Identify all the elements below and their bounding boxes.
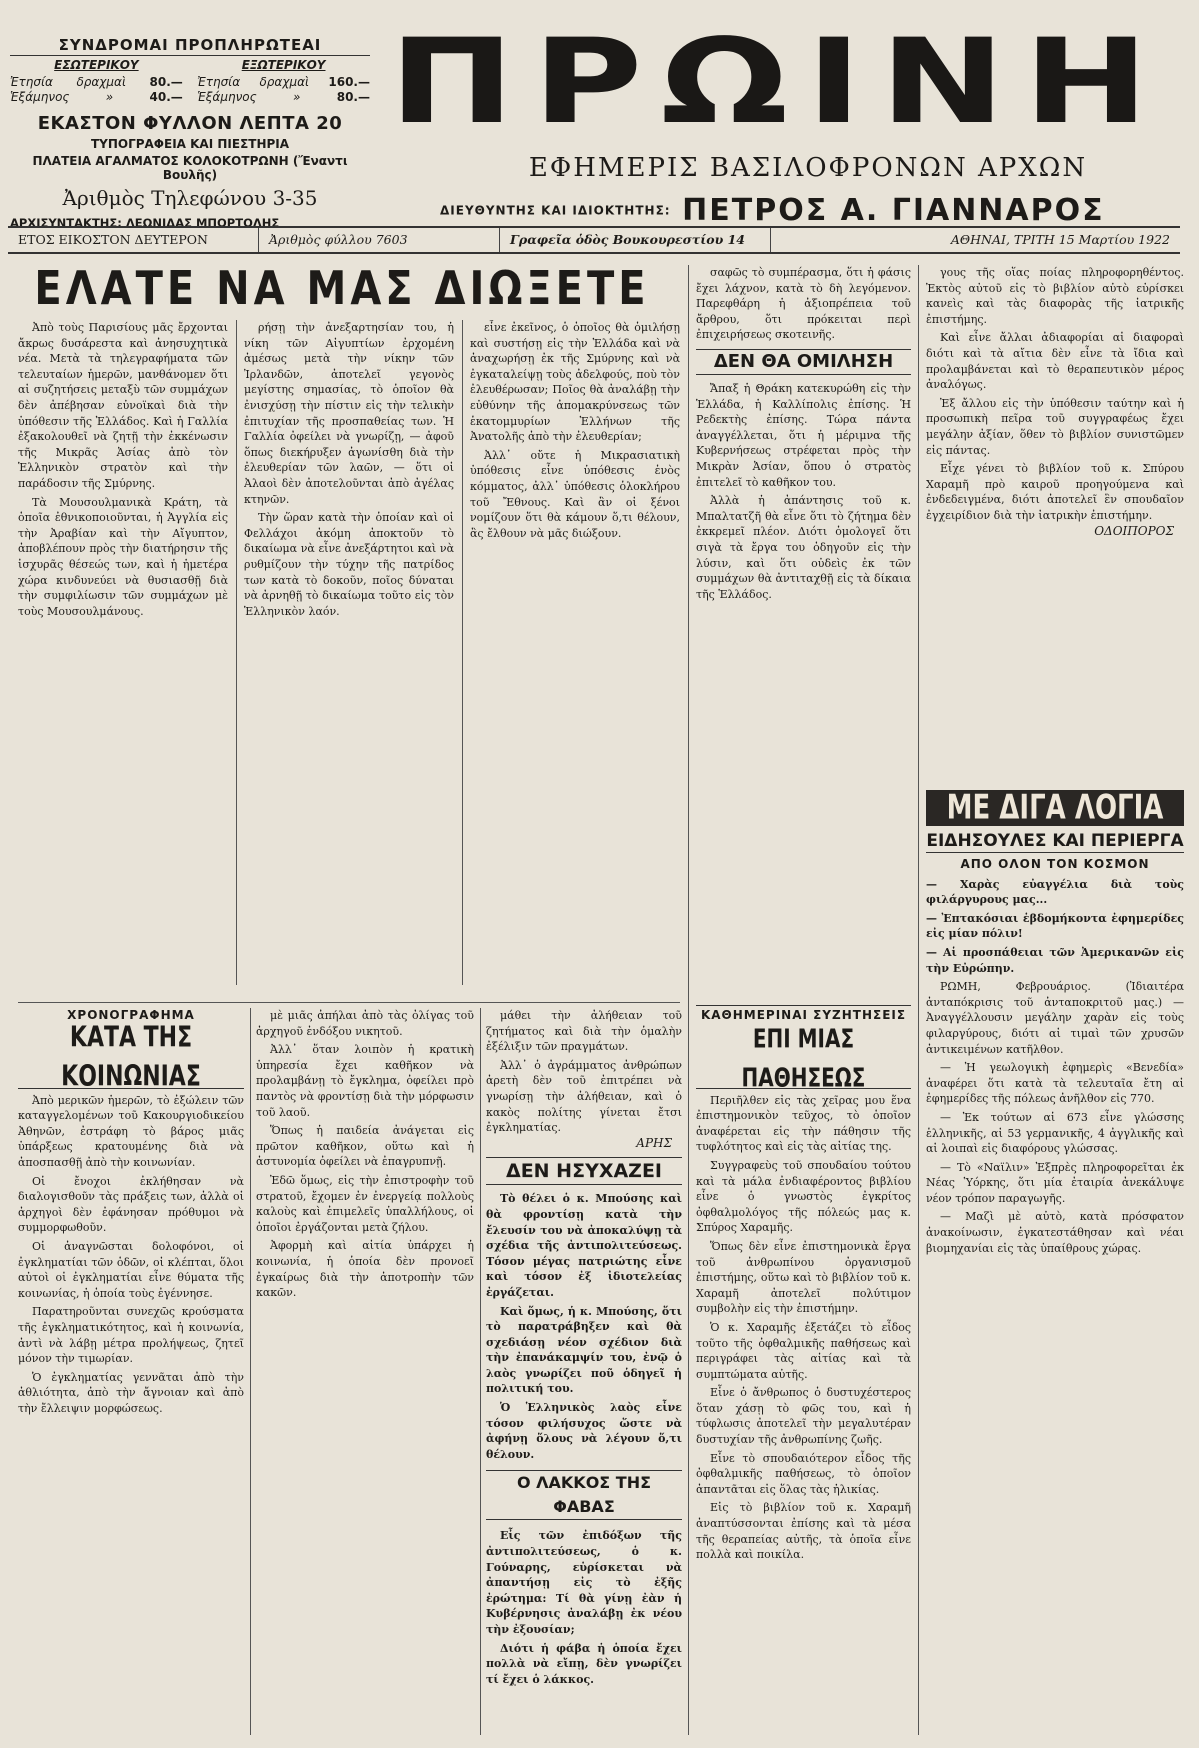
news-brief-item: — Αἱ προσπάθειαι τῶν Ἀμερικανῶν εἰς τὴν Εὐρώπην. — [926, 945, 1184, 975]
news-brief-item: — Ἐκ τούτων αἱ 673 εἶνε γλώσσης ἑλληνικῆς, αἱ 53 γερμανικῆς, 4 ἀγγλικῆς καὶ αἱ λοιπαὶ εἰς διαφόρους γλώσσας. — [926, 1110, 1184, 1156]
paragraph: ρήσῃ τὴν ἀνεξαρτησίαν του, ἡ νίκη τῶν Αἰγυπτίων ἐρχομένη ἀμέσως μετὰ τὴν νίκην τῶν Ἰρλανδῶν, ἀποτελεῖ γεγονὸς μεγίστης σημασίας, τὸ ὁποῖον θὰ ἐνισχύσῃ τὴν πίστιν εἰς τὴν τελικὴν ἐπιτυχίαν τῆς προσπαθείας των. Ἡ Γαλλία ὀφείλει νὰ γνωρίζῃ, — ἀφοῦ ὅπως διεκήρυξεν ἀγωνίσθη διὰ τὴν ἐλευθερίαν τῶν λαῶν, — ὅτι οἱ Ἀλαοὶ δὲν ἀποτελοῦνται ἀπὸ ἀγέλας κτηνῶν. — [244, 321, 454, 506]
paragraph: Εἶνε τὸ σπουδαιότερον εἶδος τῆς ὀφθαλμικῆς παθήσεως, τὸ ὁποῖον ἀπαντᾶται εἰς ὅλας τὰς ἡλικίας. — [696, 1451, 911, 1496]
news-brief-feature — [926, 790, 1184, 1735]
lower-column-3 — [486, 1008, 682, 1735]
amount: 80.— — [149, 75, 183, 89]
paragraph: Ἀλλ᾽ ὁ ἀγράμματος ἀνθρώπων ἀρετὴ δὲν τοῦ ἐπιτρέπει νὰ γνωρίσῃ τὴν ἀλήθειαν, καὶ ὁ κακὸς πολίτης γίνεται ἔτσι ἐγκληματίας. — [486, 1058, 682, 1135]
period: Ἐτησία — [10, 75, 53, 89]
subscription-row — [10, 75, 183, 90]
news-brief-item: ΡΩΜΗ, Φεβρουάριος. (Ἰδιαιτέρα ἀνταπόκρισις τοῦ ἀνταποκριτοῦ μας.) — Ἀναγγέλλουσιν μεγάλην χαρὰν εἰς τοὺς φιλαργύρους, διότι αἱ τιμαὶ τῶν χρυσῶν ἀντικειμένων κατῆλθον. — [926, 980, 1184, 1056]
period: Ἑξάμηνος — [197, 90, 257, 104]
office-address: Γραφεῖα ὁδὸς Βουκουρεστίου 14 — [499, 228, 770, 252]
paragraph: Ἄπαξ ἡ Θράκη κατεκυρώθη εἰς τὴν Ἑλλάδα, ἡ Καλλίπολις ἐπίσης. Ἡ Ρεδεκτὴς ἐπίσης. Τώρα πάντα ἀναγγέλλεται, ὅτι ἡ μέριμνα τῆς Κυβερνήσεως στρέφεται πρὸς τὴν Μικρὰν Ἀσίαν, ὅπου ὁ στρατὸς ἐπιτελεῖ τὸ καθῆκον του. — [696, 381, 911, 489]
column-rule — [462, 320, 463, 985]
column-rule — [918, 265, 919, 1735]
chronographima-continued — [256, 1008, 474, 1735]
phone-number: Ἀριθμὸς Τηλεφώνου 3-35 — [62, 186, 318, 210]
paragraph: Εἶνε ὁ ἄνθρωπος ὁ δυστυχέστερος ὅταν χάσῃ τὸ φῶς του, καὶ ἡ τύφλωσις ἀποτελεῖ τὴν μεγαλυτέραν δυστυχίαν τῆς ἀνθρωπίνης ζωῆς. — [696, 1386, 911, 1447]
chronographima-label: ΧΡΟΝΟΓΡΑΦΗΜΑ — [67, 1008, 195, 1022]
paragraph: Εἶχε γένει τὸ βιβλίον τοῦ κ. Σπύρου Χαραμῆ πρὸ καιροῦ προηγούμενα καὶ ἐνδεδειγμένα, διότι ἀποτελεῖ ἓν σπουδαῖον ἐγχειρίδιον διὰ τὴν ἰατρικὴν ἐπιστήμην. — [926, 462, 1184, 522]
issue-date: ΑΘΗΝΑΙ, ΤΡΙΤΗ 15 Μαρτίου 1922 — [770, 228, 1180, 252]
masthead-left-panel — [10, 36, 370, 230]
paragraph: μὲ μιᾶς ἀπήλαι ἀπὸ τὰς ὀλίγας τοῦ ἀρχηγοῦ ἐνδόξου νικητοῦ. — [256, 1009, 474, 1038]
subscriptions-foreign — [197, 58, 370, 105]
newspaper-title: ΠΡΩΙΝΗ — [389, 14, 1167, 151]
paragraph: Ὅπως δὲν εἶνε ἐπιστημονικὰ ἔργα τοῦ ἀνθρωπίνου ὀργανισμοῦ ἐπιστήμης, οὕτω καὶ τὸ βιβλίον τοῦ κ. Χαραμῆ ἀποτελεῖ πολύτιμον συμβολὴν εἰς τὴν ἐπιστήμην. — [696, 1239, 911, 1316]
subscription-row — [197, 75, 370, 90]
news-brief-item: — Τὸ «Ναϊλιν» Ἐξπρὲς πληροφορεῖται ἐκ Νέας Ὑόρκης, ὅτι μία ἐταιρία ἀνεκάλυψε νέον τρόπον παραγωγῆς. — [926, 1160, 1184, 1205]
lead-headline: ΕΛΑΤΕ ΝΑ ΜΑΣ ΔΙΩΞΕΤΕ — [34, 262, 650, 316]
books-signature: ΟΔΟΙΠΟΡΟΣ — [1094, 523, 1174, 538]
discussions-label: ΚΑΘΗΜΕΡΙΝΑΙ ΣΥΖΗΤΗΣΕΙΣ — [696, 1005, 911, 1024]
paragraph: Ἀφορμὴ καὶ αἰτία ὑπάρχει ἡ κοινωνία, ἡ ὁποία δὲν προνοεῖ ἐγκαίρως διὰ τὴν ἀποτροπὴν τῶν κακῶν. — [256, 1239, 474, 1300]
paragraph: Περιῆλθεν εἰς τὰς χεῖρας μου ἕνα ἐπιστημονικὸν τεῦχος, τὸ ὁποῖον ἀναφέρεται εἰς τὴν πάθησιν τῆς τυφλότητος καὶ εἰς τὰς αἰτίας της. — [696, 1093, 911, 1154]
paragraph: Ἀλλὰ ἡ ἀπάντησις τοῦ κ. Μπαλτατζῆ θὰ εἶνε ὅτι τὸ ζήτημα δὲν ἐκκρεμεῖ πλέον. Διότι ὁμολογεῖ ὅτι σιγὰ τὰ ἔργα του ὁδηγοῦν εἰς τὴν λύσιν, καὶ ὅτι οὐδεὶς ἐκ τῶν συμμάχων θὰ ἀντιταχθῇ εἰς τὰ δίκαια τῆς Ἑλλάδος. — [696, 494, 911, 601]
paragraph: Τὴν ὥραν κατὰ τὴν ὁποίαν καὶ οἱ Φελλάχοι ἀκόμη ἀποκτοῦν τὸ δικαίωμα νὰ εἶνε ἀνεξάρτητοι καὶ νὰ ρυθμίζουν τὴν τύχην τῆς πατρίδος των κατὰ τὸ δοκοῦν, ποῖος δύναται νὰ ἀρνηθῇ τὸ δικαίωμα τοῦτο εἰς τὸν Ἑλληνικὸν λαόν. — [244, 511, 454, 618]
currency: » — [105, 90, 114, 104]
paragraph: εἶνε ἐκεῖνος, ὁ ὁποῖος θὰ ὁμιλήσῃ καὶ συστήσῃ εἰς τὴν Ἑλλάδα καὶ νὰ ἀναχωρήσῃ ἐκ τῆς Σμύρνης καὶ νὰ ἐγκαταλείψῃ τοὺς ἀδελφούς, ποὺ τὸν ἐλευθέρωσαν; Ποῖος θὰ ἀναλάβῃ τὴν εὐθύνην τῆς ἀπομακρύνσεως τῶν ἑκατομμυρίων Ἑλλήνων τῆς Ἀνατολῆς ἀπὸ τὴν ἐλευθερίαν; — [470, 321, 680, 444]
paragraph: Οἱ ἔνοχοι ἐκλήθησαν νὰ διαλογισθοῦν τὰς πράξεις των, ἀλλὰ οἱ ἀρχηγοὶ δὲν ἐφάνησαν πρόθυμοι νὰ συμμορφωθοῦν. — [18, 1174, 244, 1235]
column-rule — [236, 320, 237, 985]
news-brief-title: ΜΕ ΔΙΓΑ ΛΟΓΙΑ — [946, 790, 1164, 828]
dateline-bar — [8, 226, 1180, 254]
news-brief-heading — [926, 790, 1184, 826]
news-brief-item: — Ἐπτακόσιαι ἑβδομήκοντα ἐφημερίδες εἰς μίαν πόλιν! — [926, 911, 1184, 941]
column-rule — [688, 265, 689, 1735]
paragraph: Ἀλλ᾽ οὔτε ἡ Μικρασιατικὴ ὑπόθεσις εἶνε ὑπόθεσις ἑνὸς κόμματος, ἀλλ᾽ ὑπόθεσις ὁλοκλήρου τοῦ Ἔθνους. Καὶ ἂν οἱ ξένοι νομίζουν ὅτι θὰ κάμουν ὅ,τι θέλουν, ἂς ἔλθουν νὰ μᾶς διώξουν. — [470, 448, 680, 540]
domestic-label: ΕΣΩΤΕΡΙΚΟΥ — [54, 58, 139, 72]
news-brief-kicker: ΑΠΟ ΟΛΟΝ ΤΟΝ ΚΟΣΜΟΝ — [960, 857, 1150, 871]
amount: 40.— — [149, 90, 183, 104]
discussions-title: ΕΠΙ ΜΙΑΣ ΠΑΘΗΣΕΩΣ — [741, 1022, 866, 1093]
paragraph: Τὰ Μουσουλμανικὰ Κράτη, τὰ ὁποῖα ἐθνικοποιοῦνται, ἡ Ἀγγλία εἰς τὴν Ἀραβίαν καὶ τὴν Αἴγυπτον, ἀποβλέπουν πρὸς τὴν διατήρησιν τῆς ἰσχυρᾶς θέσεώς των, καὶ ἡ ἡμετέρα χώρα κινδυνεύει νὰ θυσιασθῇ διὰ τὴν συμφιλίωσιν τῶν συμμάχων μὲ τοὺς Μουσουλμάνους. — [18, 495, 228, 618]
paragraph: Ἐδῶ ὅμως, εἰς τὴν ἐπιστροφὴν τοῦ στρατοῦ, ἔχομεν ἐν ἐνεργείᾳ πολλοὺς καλοὺς καὶ ἐπιμελεῖς ὑπαλλήλους, οἱ ὁποῖοι ἐργάζονται μετὰ ζήλου. — [256, 1173, 474, 1234]
paragraph: Διότι ἡ φάβα ἡ ὁποία ἔχει πολλὰ νὰ εἴπῃ, δὲν γνωρίζει τί ἔχει ὁ λάκκος. — [486, 1641, 682, 1686]
section-rule — [18, 1002, 680, 1003]
paragraph: γους τῆς οἵας ποίας πληροφορηθέντος. Ἐκτὸς αὐτοῦ εἰς τὸ βιβλίον αὐτὸ εὑρίσκει κανεὶς καὶ τὰς διαφορὰς τῆς ἰατρικῆς ἐπιστήμης. — [926, 266, 1184, 326]
news-brief-item: — Ἡ γεωλογικὴ ἐφημερὶς «Βενεδία» ἀναφέρει ὅτι κατὰ τὰ τελευταῖα ἔτη αἱ ἐφημερίδες τῆς πόλεως ἀνῆλθον εἰς 770. — [926, 1061, 1184, 1106]
printing-house: ΤΥΠΟΓΡΑΦΕΙΑ ΚΑΙ ΠΙΕΣΤΗΡΙΑ — [90, 137, 290, 151]
director-line — [440, 193, 1190, 228]
subscription-row — [197, 90, 370, 105]
column-rule — [480, 1008, 481, 1735]
amount: 80.— — [336, 90, 370, 104]
news-brief-item: — Χαρὰς εὐαγγέλια διὰ τοὺς φιλάργυρους μας... — [926, 877, 1184, 907]
foreign-label: ΕΞΩΤΕΡΙΚΟΥ — [241, 58, 326, 72]
paragraph: Ἐξ ἄλλου εἰς τὴν ὑπόθεσιν ταύτην καὶ ἡ προσωπικὴ πεῖρα τοῦ συγγραφέως ἔχει μεγάλην ἀξίαν, ὅθεν τὸ βιβλίον συνιστῶμεν εἰς πάντας. — [926, 396, 1184, 457]
discussions-heading — [696, 1022, 911, 1093]
subscription-row — [10, 90, 183, 105]
paragraph: Εἰς τὸ βιβλίον τοῦ κ. Χαραμῆ ἀναπτύσσονται ἐπίσης καὶ τὰ μέσα τῆς θεραπείας αὐτῆς, τὰ ὁποῖα εἶνε πολλὰ καὶ ποικίλα. — [696, 1501, 911, 1562]
subscriptions-domestic — [10, 58, 183, 105]
paragraph: Καὶ ὅμως, ἡ κ. Μπούσης, ὅτι τὸ παρατράβηξεν καὶ θὰ σχεδιάσῃ νέον σχέδιον διὰ τὴν ἐπανάκαμψίν του, ἐνῷ ὁ λαὸς γνωρίζει ποῦ ὁδηγεῖ ἡ πολιτική του. — [486, 1304, 682, 1396]
discussions-article — [696, 1005, 911, 1735]
issue-number: Ἀριθμὸς φύλλου 7603 — [258, 228, 499, 252]
printing-address: ΠΛΑΤΕΙΑ ΑΓΑΛΜΑΤΟΣ ΚΟΛΟΚΟΤΡΩΝΗ (Ἔναντι Βουλῆς) — [32, 154, 348, 182]
paragraph: Ἀπὸ τοὺς Παρισίους μᾶς ἔρχονται ἄκρως δυσάρεστα καὶ ἀνησυχητικὰ νέα. Μετὰ τὰ τηλεγραφήματα τῶν τελευταίων ἡμερῶν, μανθάνομεν ὅτι αἱ συζητήσεις μεταξὺ τῶν συμμάχων δὲν ἀπέβησαν εὐνοϊκαὶ διὰ τὴν ὑπόθεσιν τῆς Ἑλλάδος. Καὶ ἡ Γαλλία ἐξακολουθεῖ νὰ ζητῇ τὴν ἐκκένωσιν τῆς Μικρᾶς Ἀσίας ἀπὸ τὸν Ἑλληνικὸν στρατὸν καὶ τὴν παράδοσιν τῆς Σμύρνης. — [18, 321, 228, 490]
paragraph: Εἶς τῶν ἐπιδόξων τῆς ἀντιπολιτεύσεως, ὁ κ. Γούναρης, εὑρίσκεται νὰ ἀπαντήσῃ εἰς τὸ ἐξῆς ἐρώτημα: Τί θὰ γίνῃ ἐὰν ἡ Κυβέρνησις ἀναλάβῃ ἐκ νέου τὴν ἐξουσίαν; — [486, 1529, 682, 1636]
currency: » — [293, 90, 301, 104]
subscriptions-title: ΣΥΝΔΡΟΜΑΙ ΠΡΟΠΛΗΡΩΤΕΑΙ — [10, 36, 370, 56]
paragraph: Ἀπὸ μερικῶν ἡμερῶν, τὸ ἐξώλειν τῶν καταγγελομένων τοῦ Κακουργιοδικείου Ἀθηνῶν, ἐστράφη τὸ βάρος μιᾶς ὑπάρξεως κρατουμένης διὰ νὰ ἀποσπασθῇ ἀπὸ τὴν κοινωνίαν. — [18, 1093, 244, 1169]
paragraph: Ὁ κ. Χαραμῆς ἐξετάζει τὸ εἶδος τοῦτο τῆς ὀφθαλμικῆς παθήσεως καὶ περιγράφει τὰς αἰτίας καὶ τὰ συμπτώματα αὐτῆς. — [696, 1320, 911, 1381]
chronographima-article — [18, 1008, 244, 1735]
news-brief-item: — Μαζὶ μὲ αὐτὸ, κατὰ πρόσφατον ἀνακοίνωσιν, ἐγκατεστάθησαν καὶ νέαι βιομηχανίαι εἰς τὰς ὑπαίθρους χώρας. — [926, 1210, 1184, 1255]
paragraph: Οἱ ἀναγνῶσται δολοφόνοι, οἱ ἐγκληματίαι τῶν ὁδῶν, οἱ κλέπται, ὅλοι αὐτοὶ οἱ ἐγκληματίαι εἶνε θύματα τῆς κοινωνίας, ἡ ὁποία τοὺς ἐγέννησε. — [18, 1239, 244, 1300]
chronographima-heading — [18, 1021, 244, 1093]
lead-column-2 — [244, 320, 454, 985]
currency: δραχμαὶ — [259, 75, 310, 89]
lead-column-1 — [18, 320, 228, 985]
fava-heading: Ο ΛΑΚΚΟΣ ΤΗΣ ΦΑΒΑΣ — [486, 1470, 682, 1520]
no-rest-heading: ΔΕΝ ΗΣΥΧΑΖΕΙ — [486, 1157, 682, 1185]
paragraph: Ὁ ἐγκληματίας γεννᾶται ἀπὸ τὴν ἀθλιότητα, ἀπὸ τὴν ἄγνοιαν καὶ ἀπὸ τὴν ἔλλειψιν μορφώσεως. — [18, 1370, 244, 1415]
paragraph: σαφῶς τὸ συμπέρασμα, ὅτι ἡ φάσις ἔχει λάχνον, κατὰ τὸ δὴ λεγόμενον. Παρεφθάρη ἡ ἀξιοπρέπεια τοῦ ἄρθρου, ὅτι πρόκειται περὶ ἐπιχειρήσεως σκοτεινῆς. — [696, 266, 911, 342]
aris-signature: ΑΡΗΣ — [636, 1135, 672, 1150]
paragraph: Καὶ εἶνε ἄλλαι ἀδιαφορίαι αἱ διαφοραὶ διότι καὶ τὰ αἴτια δὲν εἶνε τὰ ἴδια καὶ προλαμβάνεται καὶ τὸ θεραπευτικὸν μέρος ἀναλόγως. — [926, 331, 1184, 392]
lead-column-3 — [470, 320, 680, 985]
subscriptions-grid — [10, 58, 370, 105]
paragraph: Ὁ Ἑλληνικὸς λαὸς εἶνε τόσον φιλήσυχος ὥστε νὰ ἀφήνῃ ὅλους νὰ λέγουν ὅ,τι θέλουν. — [486, 1401, 682, 1461]
currency: δραχμαὶ — [76, 75, 127, 89]
column-rule — [250, 1008, 251, 1735]
issue-price: ΕΚΑΣΤΟΝ ΦΥΛΛΟΝ ΛΕΠΤΑ 20 — [37, 113, 343, 134]
no-talk-article — [696, 265, 911, 1000]
masthead — [8, 8, 1189, 228]
paragraph: Παρατηροῦνται συνεχῶς κρούσματα τῆς ἐγκληματικότητος, καὶ ἡ κοινωνία, ἀντὶ νὰ λάβῃ μέτρα προλήψεως, ζητεῖ μόνον τὴν τιμωρίαν. — [18, 1305, 244, 1366]
paragraph: Ὅπως ἡ παιδεία ἀνάγεται εἰς πρῶτον καθῆκον, οὕτω καὶ ἡ ἀστυνομία ὀφείλει νὰ ἐπαγρυπνῇ. — [256, 1124, 474, 1169]
no-talk-heading: ΔΕΝ ΘΑ ΟΜΙΛΗΣΗ — [696, 349, 911, 375]
period: Ἑξάμηνος — [10, 90, 70, 104]
news-brief-subheading: ΕΙΔΗΣΟΥΛΕΣ ΚΑΙ ΠΕΡΙΕΡΓΑ — [926, 831, 1184, 851]
paragraph: Συγγραφεὺς τοῦ σπουδαίου τούτου καὶ τὰ μάλα ἐνδιαφέροντος βιβλίου εἶνε ὁ γνωστὸς ἐγκρίτος ὀφθαλμολόγος τῆς πόλεώς μας κ. Σπύρος Χαραμῆς. — [696, 1158, 911, 1235]
paragraph: Ἀλλ᾽ ὅταν λοιπὸν ἡ κρατικὴ ὑπηρεσία ἔχει καθῆκον νὰ προλαμβάνῃ τὸ ἔγκλημα, ὀφείλει πρὸ παντὸς νὰ φροντίσῃ διὰ τὴν μόρφωσιν τοῦ λαοῦ. — [256, 1043, 474, 1119]
director-label: ΔΙΕΥΘΥΝΤΗΣ ΚΑΙ ΙΔΙΟΚΤΗΤΗΣ: — [440, 203, 671, 218]
newspaper-subtitle: ΕΦΗΜΕΡΙΣ ΒΑΣΙΛΟΦΡΟΝΩΝ ΑΡΧΩΝ — [528, 153, 1088, 183]
chronographima-title: ΚΑΤΑ ΤΗΣ ΚΟΙΝΩΝΙΑΣ — [61, 1021, 201, 1093]
amount: 160.— — [328, 75, 370, 89]
editor-in-chief: ΑΡΧΙΣΥΝΤΑΚΤΗΣ: ΛΕΩΝΙΔΑΣ ΜΠΟΡΤΟΛΗΣ — [10, 216, 280, 230]
director-name: ΠΕΤΡΟΣ Α. ΓΙΑΝΝΑΡΟΣ — [682, 193, 1105, 228]
paragraph: Τὸ θέλει ὁ κ. Μπούσης καὶ θὰ φροντίσῃ κατὰ τὴν ἔλευσίν του νὰ ἀποκαλύψῃ τὰ σχέδια τῆς ἀντιπολιτεύσεως. Τόσον μέγας πατριώτης εἶνε καὶ τόσον ἐξ ἰδιοτελείας ἐργάζεται. — [486, 1192, 682, 1299]
publication-year: ΕΤΟΣ ΕΙΚΟΣΤΟΝ ΔΕΥΤΕΡΟΝ — [18, 232, 208, 247]
paragraph: μάθει τὴν ἀλήθειαν τοῦ ζητήματος καὶ διὰ τὴν ὁμαλὴν ἐξέλιξιν τῶν πραγμάτων. — [486, 1009, 682, 1054]
books-article — [926, 265, 1184, 785]
period: Ἐτησία — [197, 75, 241, 89]
